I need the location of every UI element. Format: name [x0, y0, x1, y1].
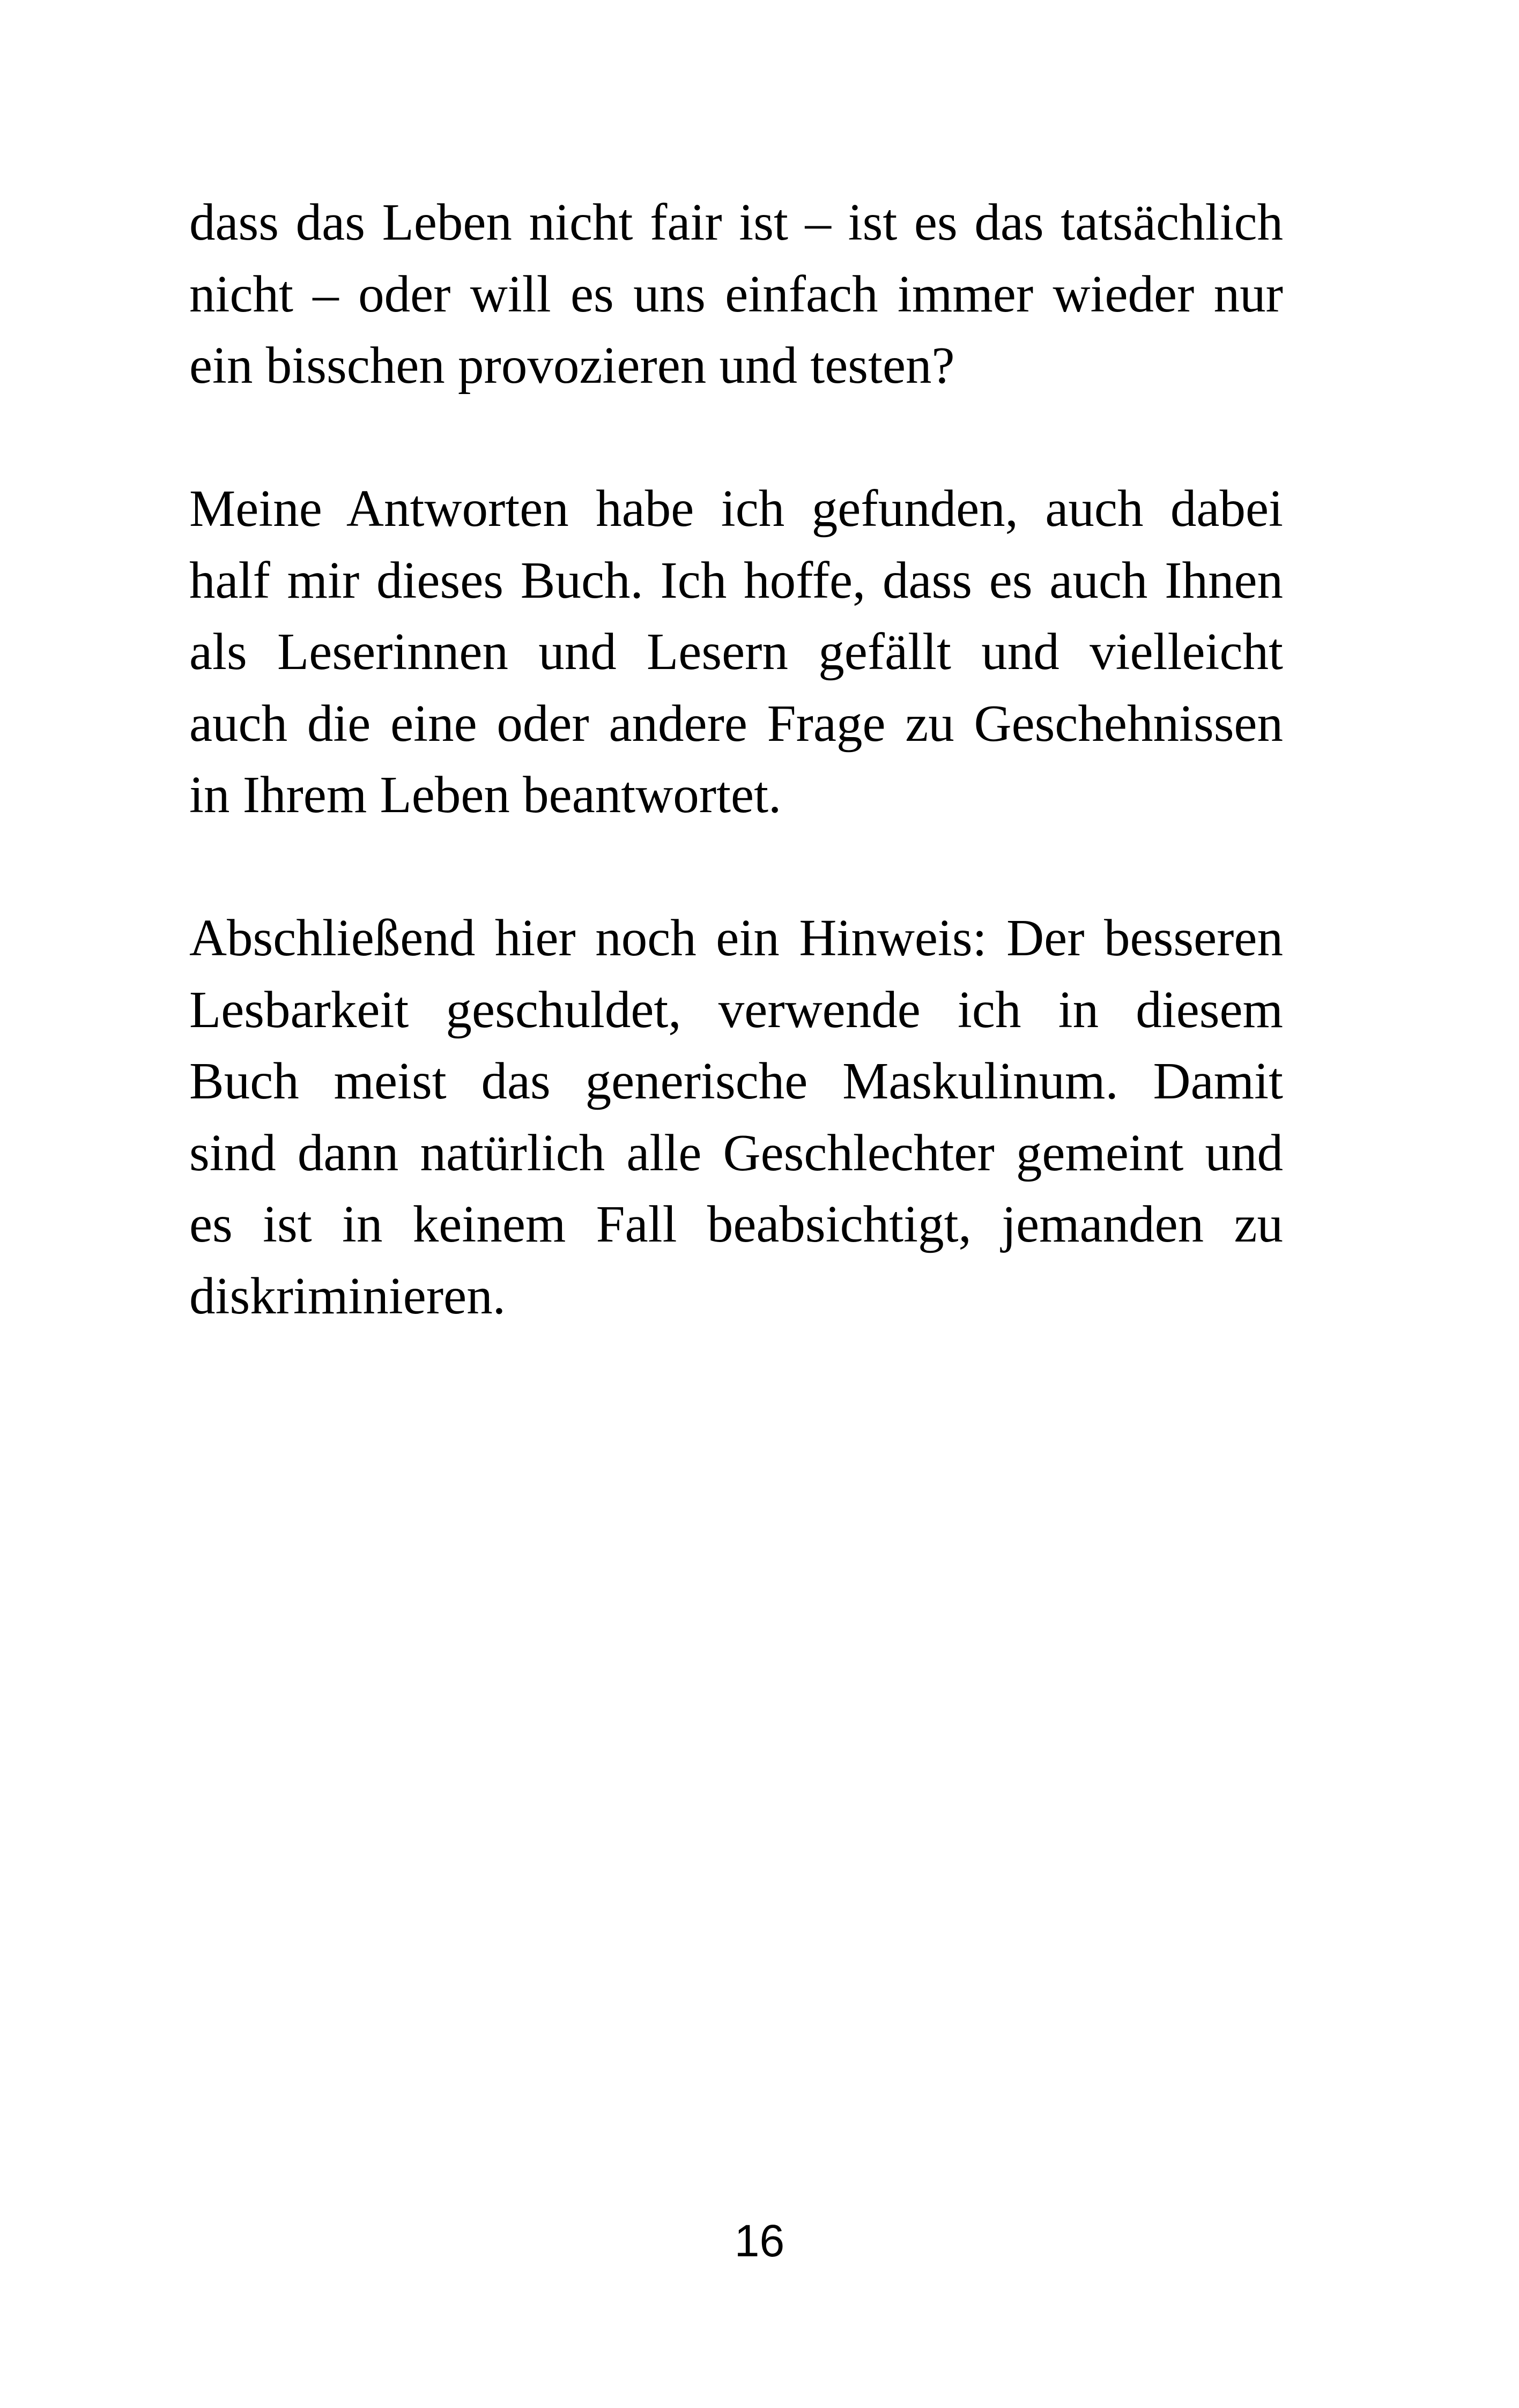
text-line: als Leserinnen und Lesern gefällt und vielleicht	[189, 623, 1283, 680]
paragraph-3	[189, 902, 1283, 1332]
paragraph-2	[189, 473, 1283, 831]
text-line: Meine Antworten habe ich gefunden, auch dabei	[189, 480, 1283, 537]
text-line: half mir dieses Buch. Ich hoffe, dass es auch Ihnen	[189, 551, 1283, 609]
text-line: es ist in keinem Fall beabsichtigt, jemanden zu	[189, 1195, 1283, 1253]
text-line: nicht – oder will es uns einfach immer wieder nur	[189, 265, 1283, 323]
body-text	[189, 187, 1283, 1332]
text-line: diskriminieren.	[189, 1267, 506, 1325]
text-line: ein bisschen provozieren und testen?	[189, 337, 955, 394]
text-line: auch die eine oder andere Frage zu Geschehnissen	[189, 694, 1283, 752]
page-number: 16	[734, 2216, 785, 2266]
text-line: in Ihrem Leben beantwortet.	[189, 766, 782, 823]
text-line: Buch meist das generische Maskulinum. Damit	[189, 1052, 1283, 1110]
paragraph-1	[189, 187, 1283, 402]
paragraph-gap	[189, 402, 1283, 473]
paragraph-gap	[189, 831, 1283, 903]
text-line: Lesbarkeit geschuldet, verwende ich in diesem	[189, 980, 1283, 1038]
text-line: dass das Leben nicht fair ist – ist es das tatsächlich	[189, 194, 1283, 251]
text-line: sind dann natürlich alle Geschlechter gemeint und	[189, 1124, 1283, 1181]
text-line: Abschließend hier noch ein Hinweis: Der besseren	[189, 909, 1283, 967]
